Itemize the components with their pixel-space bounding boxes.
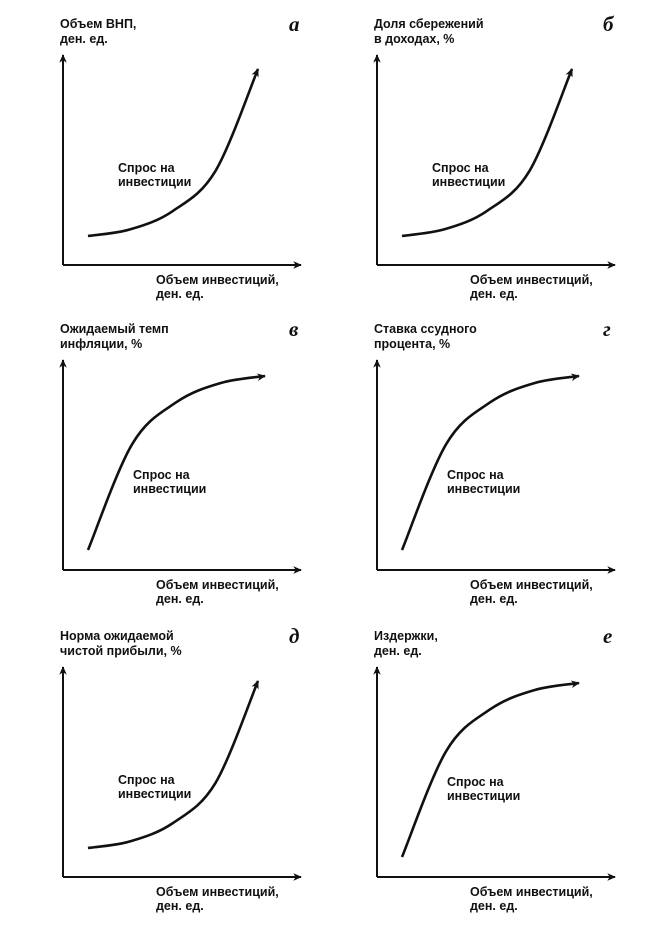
- x-axis-label-line-1: Объем инвестиций,: [470, 578, 593, 592]
- y-axis-label-line-1: Доля сбережений: [374, 17, 484, 31]
- curve-label-line-2: инвестиции: [118, 787, 192, 801]
- y-axis-label-line-1: Объем ВНП,: [60, 17, 137, 31]
- curve-label-line-2: инвестиции: [133, 482, 207, 496]
- y-axis-label-line-2: процента, %: [374, 337, 451, 351]
- x-axis-label-line-2: ден. ед.: [470, 899, 518, 913]
- y-axis-label-line-2: ден. ед.: [374, 644, 422, 658]
- x-axis-label-line-1: Объем инвестиций,: [470, 885, 593, 899]
- y-axis-label-line-1: Ставка ссудного: [374, 322, 477, 336]
- panel-letter: в: [289, 317, 299, 341]
- y-axis-label-line-2: инфляции, %: [60, 337, 143, 351]
- curve-label-line-2: инвестиции: [432, 175, 506, 189]
- panel-letter: б: [603, 12, 614, 36]
- curve-label-line-1: Спрос на: [118, 161, 175, 175]
- curve-label-line-1: Спрос на: [133, 468, 190, 482]
- x-axis-label-line-2: ден. ед.: [156, 592, 204, 606]
- x-axis-label-line-2: ден. ед.: [470, 287, 518, 301]
- x-axis-label-line-2: ден. ед.: [156, 287, 204, 301]
- x-axis-label-line-1: Объем инвестиций,: [156, 273, 279, 287]
- curve-label-line-2: инвестиции: [447, 789, 521, 803]
- demand-curve: [88, 376, 265, 550]
- curve-label-line-1: Спрос на: [118, 773, 175, 787]
- panel-letter: е: [603, 624, 613, 648]
- demand-curve: [402, 376, 579, 550]
- x-axis-label-line-1: Объем инвестиций,: [156, 578, 279, 592]
- demand-curve: [402, 69, 572, 236]
- chart-panel-1: [60, 12, 301, 301]
- curve-label-line-1: Спрос на: [447, 775, 504, 789]
- x-axis-label-line-2: ден. ед.: [470, 592, 518, 606]
- chart-panel-3: [60, 317, 301, 606]
- y-axis-label-line-2: в доходах, %: [374, 32, 455, 46]
- demand-curve: [402, 683, 579, 857]
- curve-label-line-1: Спрос на: [432, 161, 489, 175]
- x-axis-label-line-1: Объем инвестиций,: [156, 885, 279, 899]
- demand-curve: [88, 69, 258, 236]
- y-axis-label-line-1: Норма ожидаемой: [60, 629, 174, 643]
- curve-label-line-1: Спрос на: [447, 468, 504, 482]
- curve-label-line-2: инвестиции: [447, 482, 521, 496]
- chart-panel-2: [374, 12, 615, 301]
- curve-label-line-2: инвестиции: [118, 175, 192, 189]
- chart-panel-6: [374, 624, 615, 913]
- chart-panel-5: [60, 624, 301, 913]
- chart-panel-4: [374, 317, 615, 606]
- x-axis-label-line-1: Объем инвестиций,: [470, 273, 593, 287]
- y-axis-label-line-1: Ожидаемый темп: [60, 322, 169, 336]
- y-axis-label-line-1: Издержки,: [374, 629, 438, 643]
- panel-letter: д: [289, 624, 300, 648]
- x-axis-label-line-2: ден. ед.: [156, 899, 204, 913]
- panel-letter: г: [603, 317, 611, 341]
- y-axis-label-line-2: ден. ед.: [60, 32, 108, 46]
- demand-curve: [88, 681, 258, 848]
- y-axis-label-line-2: чистой прибыли, %: [60, 644, 182, 658]
- panel-letter: а: [289, 12, 300, 36]
